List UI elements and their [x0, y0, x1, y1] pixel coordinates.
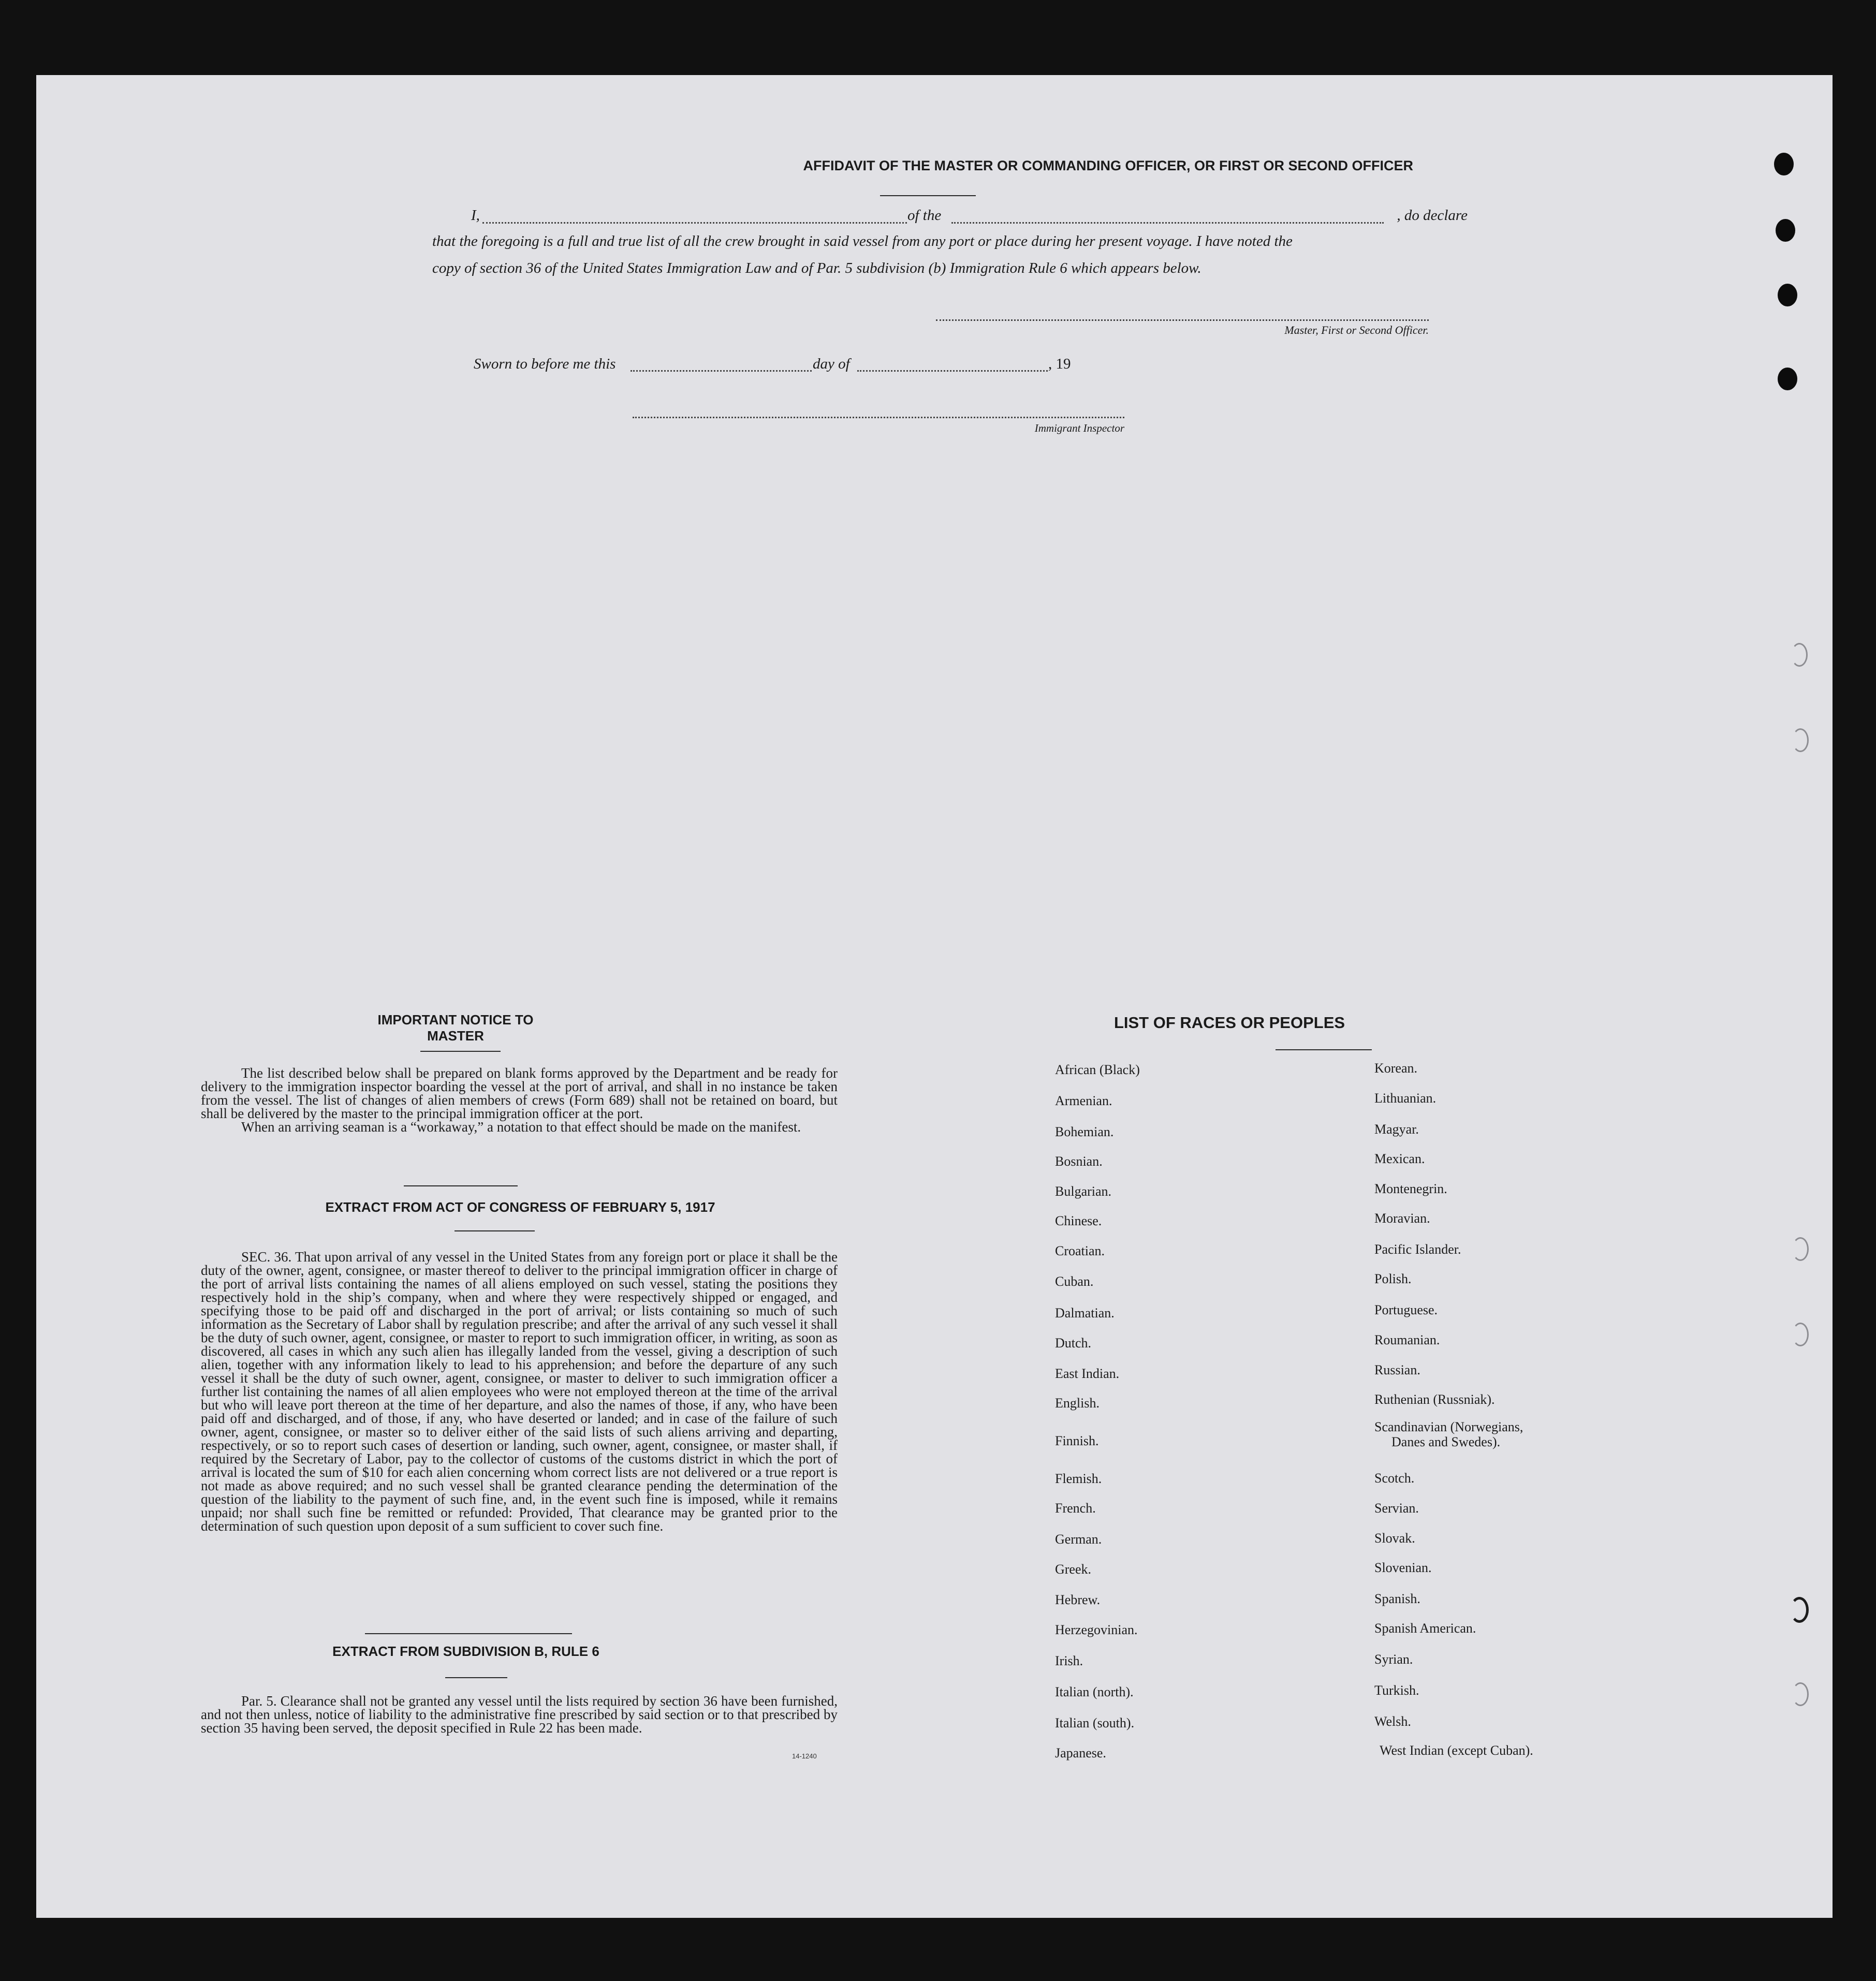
form-number: 14-1240	[792, 1752, 817, 1760]
notice-paragraph: The list described below shall be prepared on blank forms approved by the Department and be ready for delivery to the immigration inspector boarding the vessel at the port of arrival, and shall in no instance be taken from the vessel. The list of changes of alien members of crews (Form 689) shall not be retained on board, but shall be delivered by the master to the principal immigration officer at the port.	[201, 1065, 838, 1121]
race-item: Magyar.	[1374, 1122, 1419, 1137]
affidavit-declare: , do declare	[1397, 207, 1468, 224]
race-item: English.	[1055, 1396, 1100, 1411]
race-item: Slovenian.	[1374, 1560, 1432, 1575]
binder-ring-mark	[1792, 1682, 1809, 1706]
extract1-rule	[455, 1230, 535, 1231]
extract1-paragraph: SEC. 36. That upon arrival of any vessel in the United States from any foreign port or place it shall be the duty of the owner, agent, consignee, or master thereof to deliver to the principal immigration officer in charge of the port of arrival lists containing the names of all aliens employed on such vessel, stating the positions they respectively hold in the ship’s company, when and where they were respectively shipped or engaged, and specifying those to be paid off and discharged in the port of arrival; or lists containing so much of such information as the Secretary of Labor shall by regulation prescribe; and after the arrival of any such vessel it shall be the duty of such owner, agent, consignee, or master to report to such immigration officer, in writing, as soon as discovered, all cases in which any such alien has illegally landed from the vessel, giving a description of such alien, together with any information likely to lead to his apprehension; and before the departure of any such vessel it shall be the duty of such owner, agent, consignee, or master to deliver to such immigration officer a further list containing the names of all alien employees who were not employed thereon at the time of the arrival but who will leave port thereon at the time of her departure, and also the names of those, if any, who have been paid off and discharged, and of those, if any, who have deserted or landed; and in case of the failure of such owner, agent, consignee, or master so to deliver either of the said lists of such aliens arriving and departing, respectively, or so to report such cases of desertion or landing, such owner, agent, consignee, or master shall, if required by the Secretary of Labor, pay to the collector of customs of the customs district in which the port of arrival is located the sum of $10 for each alien concerning whom correct lists are not delivered or a true report is not made as above required; and no such vessel shall be granted clearance pending the determination of the question of the liability to the payment of such fine, and, in the event such fine is imposed, while it remains unpaid; nor shall such fine be remitted or refunded: Provided, That clearance may be granted prior to the determination of such question upon deposit of a sum sufficient to cover such fine.	[201, 1249, 838, 1534]
binder-ring-mark	[1792, 1237, 1809, 1261]
notice-end-rule	[404, 1185, 518, 1186]
inspector-label: Immigrant Inspector	[1034, 422, 1124, 434]
extract1-title: EXTRACT FROM ACT OF CONGRESS OF FEBRUARY 5, 1917	[325, 1199, 715, 1215]
race-item: Croatian.	[1055, 1243, 1105, 1258]
race-item: German.	[1055, 1532, 1102, 1547]
race-item: Ruthenian (Russniak).	[1374, 1392, 1495, 1407]
notice-title: IMPORTANT NOTICE TO MASTER	[377, 1012, 534, 1044]
binder-ring-mark	[1790, 1597, 1809, 1623]
race-item: West Indian (except Cuban).	[1380, 1743, 1533, 1758]
race-item: Bohemian.	[1055, 1124, 1114, 1139]
races-rule	[1276, 1049, 1372, 1050]
extract2-paragraph: Par. 5. Clearance shall not be granted any vessel until the lists required by section 36 have been furnished, and not then unless, notice of liability to the administrative fine prescribed by said section or to that prescribed by section 35 having been served, the deposit specified in Rule 22 has been made.	[201, 1693, 838, 1736]
race-item: Korean.	[1374, 1061, 1418, 1076]
race-item: African (Black)	[1055, 1062, 1140, 1077]
race-item: Scandinavian (Norwegians,	[1374, 1419, 1523, 1434]
race-item: Dalmatian.	[1055, 1305, 1115, 1320]
race-item: Danes and Swedes).	[1391, 1434, 1501, 1449]
race-item: Finnish.	[1055, 1433, 1099, 1448]
race-item: Spanish.	[1374, 1591, 1420, 1606]
race-item: Pacific Islander.	[1374, 1242, 1461, 1257]
month-blank	[857, 370, 1048, 372]
race-item: Italian (north).	[1055, 1684, 1134, 1699]
race-item: Hebrew.	[1055, 1592, 1101, 1607]
day-blank	[631, 370, 812, 372]
race-item: Chinese.	[1055, 1213, 1102, 1228]
affidavit-line2: that the foregoing is a full and true list of all the crew brought in said vessel from any port or place during her present voyage. I have noted the	[432, 233, 1293, 250]
vessel-blank	[951, 222, 1384, 224]
race-item: Irish.	[1055, 1653, 1083, 1668]
affidavit-title: AFFIDAVIT OF THE MASTER OR COMMANDING OFFICER, OR FIRST OR SECOND OFFICER	[803, 158, 1413, 173]
race-item: Bosnian.	[1055, 1154, 1103, 1169]
race-item: Montenegrin.	[1374, 1181, 1447, 1196]
binder-ring-mark	[1791, 643, 1808, 667]
race-item: Mexican.	[1374, 1151, 1425, 1166]
race-item: Bulgarian.	[1055, 1184, 1112, 1199]
extract2-rule	[445, 1677, 507, 1678]
form-page	[36, 75, 1833, 1918]
race-item: Cuban.	[1055, 1274, 1094, 1289]
race-item: French.	[1055, 1501, 1096, 1516]
notice-rule	[420, 1051, 501, 1052]
affidavit-i: I,	[471, 207, 480, 224]
extract2-text	[201, 1694, 838, 1735]
binder-hole	[1778, 284, 1797, 306]
race-item: Slovak.	[1374, 1531, 1415, 1546]
signature-label: Master, First or Second Officer.	[1284, 324, 1429, 336]
race-item: Flemish.	[1055, 1471, 1102, 1486]
race-item: Greek.	[1055, 1562, 1092, 1577]
races-title: LIST OF RACES OR PEOPLES	[1113, 1014, 1345, 1032]
sworn-text: Sworn to before me this	[474, 356, 616, 372]
title-rule	[880, 195, 976, 196]
race-item: Russian.	[1374, 1362, 1420, 1377]
race-item: Scotch.	[1374, 1471, 1415, 1486]
affidavit-line3: copy of section 36 of the United States Immigration Law and of Par. 5 subdivision (b) Immigration Rule 6 which appears below.	[432, 260, 1201, 276]
race-item: East Indian.	[1055, 1366, 1120, 1381]
extract2-top-rule	[365, 1633, 572, 1634]
binder-hole	[1778, 368, 1797, 390]
race-item: Spanish American.	[1374, 1621, 1476, 1636]
race-item: Syrian.	[1374, 1652, 1413, 1667]
race-item: Italian (south).	[1055, 1715, 1135, 1730]
race-item: Roumanian.	[1374, 1332, 1440, 1347]
day-of-text: day of	[813, 356, 850, 372]
extract1-text	[201, 1250, 838, 1533]
year-text: , 19	[1048, 356, 1071, 372]
name-blank	[482, 222, 907, 224]
race-item: Polish.	[1374, 1271, 1412, 1286]
race-item: Moravian.	[1374, 1211, 1430, 1226]
race-item: Servian.	[1374, 1501, 1419, 1516]
race-item: Dutch.	[1055, 1336, 1092, 1351]
notice-text	[201, 1066, 838, 1134]
race-item: Armenian.	[1055, 1093, 1112, 1108]
notice-paragraph: When an arriving seaman is a “workaway,” a notation to that effect should be made on the manifest.	[241, 1119, 801, 1135]
extract2-title: EXTRACT FROM SUBDIVISION B, RULE 6	[332, 1644, 599, 1659]
affidavit-of-the: of the	[907, 207, 942, 224]
race-item: Japanese.	[1055, 1745, 1106, 1760]
binder-ring-mark	[1792, 728, 1809, 752]
binder-hole	[1774, 153, 1794, 175]
race-item: Turkish.	[1374, 1683, 1419, 1698]
race-item: Herzegovinian.	[1055, 1622, 1138, 1637]
inspector-blank	[633, 417, 1124, 418]
binder-ring-mark	[1792, 1323, 1809, 1346]
signature-blank	[936, 319, 1429, 321]
race-item: Welsh.	[1374, 1714, 1411, 1729]
race-item: Lithuanian.	[1374, 1091, 1437, 1106]
binder-hole	[1776, 219, 1795, 242]
race-item: Portuguese.	[1374, 1302, 1438, 1317]
